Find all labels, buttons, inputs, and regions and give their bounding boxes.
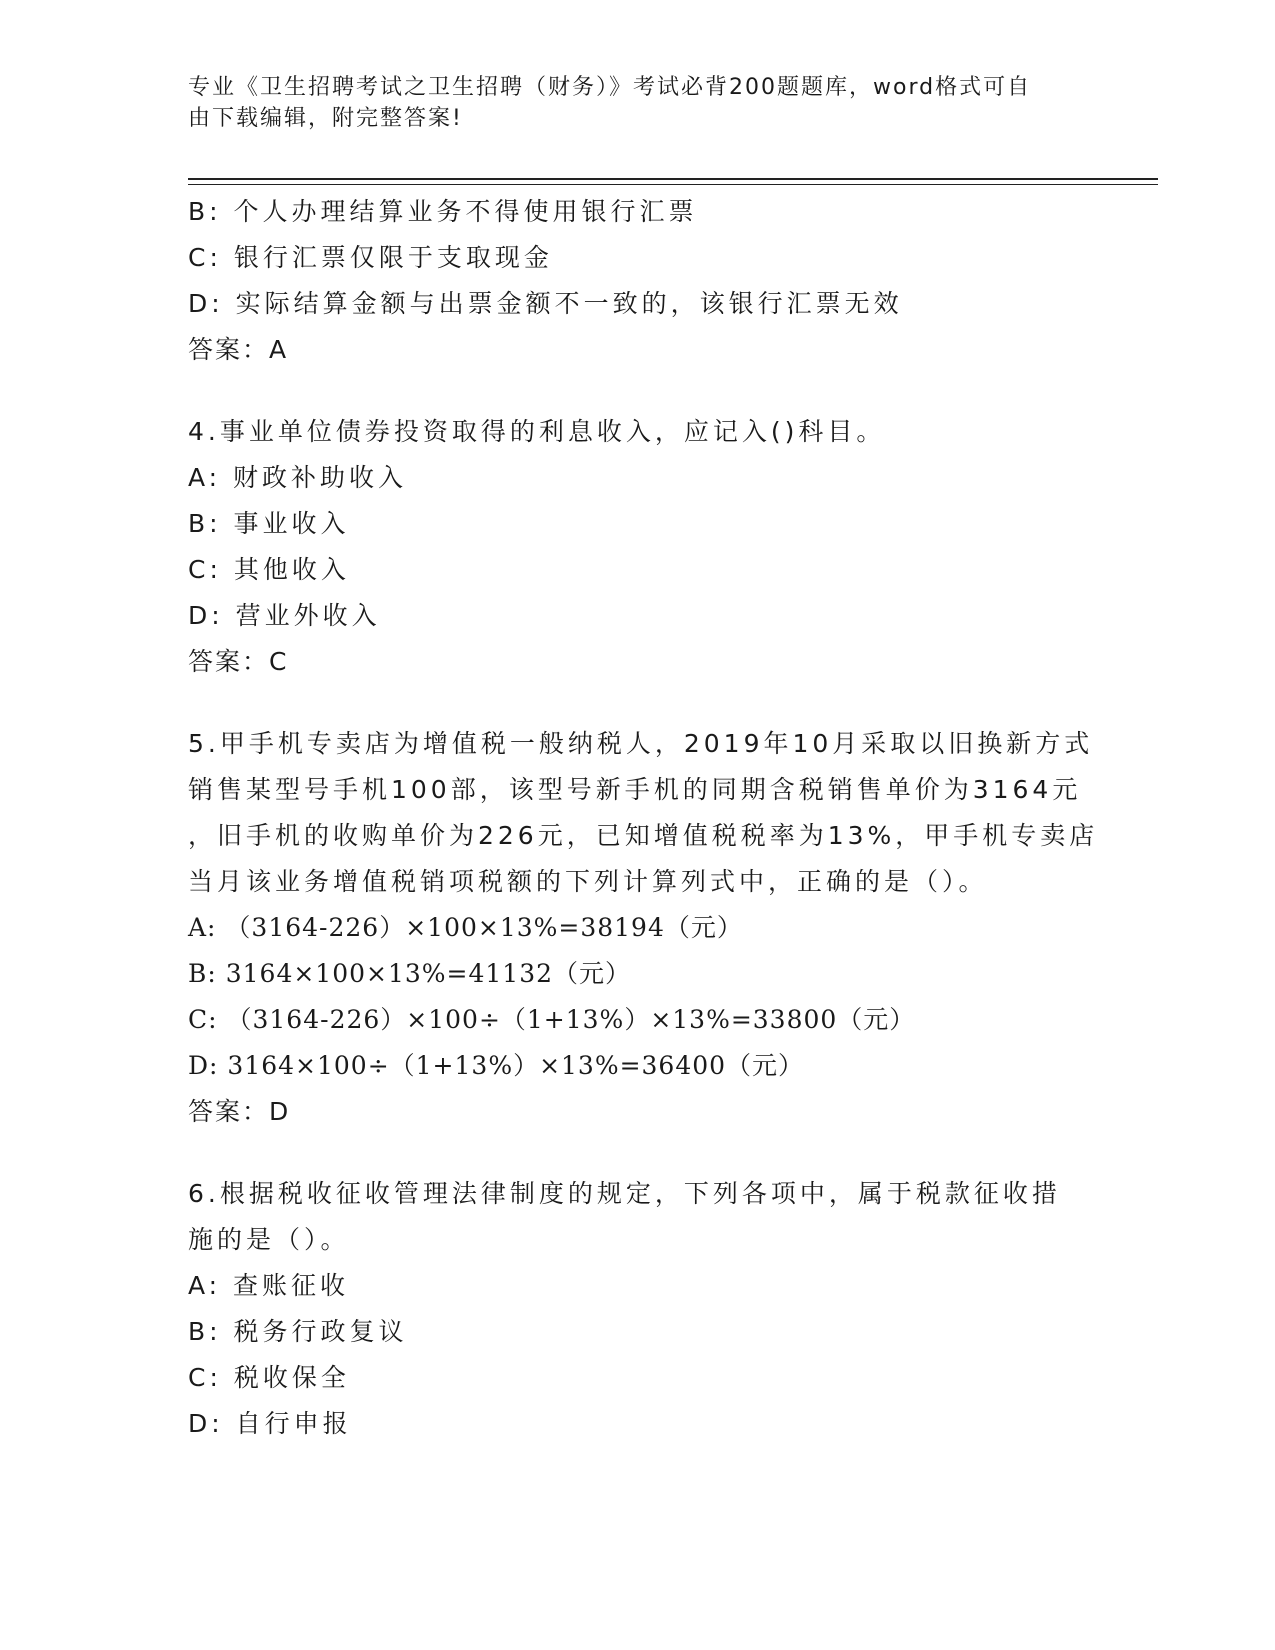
- option-a: A: （3164-226）×100×13%=38194（元）: [188, 913, 743, 942]
- answer-line: 答案：A: [188, 335, 289, 364]
- option-b: B: 税务行政复议: [188, 1317, 408, 1346]
- question-stem-line-1: 5.甲手机专卖店为增值税一般纳税人，2019年10月采取以旧换新方式: [188, 729, 1094, 758]
- question-stem-line-3: ，旧手机的收购单价为226元，已知增值税税率为13%，甲手机专卖店: [188, 821, 1099, 850]
- question-stem-line-4: 当月该业务增值税销项税额的下列计算列式中，正确的是（）。: [188, 867, 988, 896]
- option-d: D: 自行申报: [188, 1409, 352, 1438]
- option-a: A: 财政补助收入: [188, 463, 408, 492]
- option-b: B: 3164×100×13%=41132（元）: [188, 959, 632, 988]
- answer-line: 答案：C: [188, 647, 289, 676]
- question-6: [188, 1171, 1108, 1447]
- answer-line: 答案：D: [188, 1097, 291, 1126]
- question-stem-line-2: 施的是（）。: [188, 1225, 350, 1254]
- question-stem: 4.事业单位债券投资取得的利息收入，应记入()科目。: [188, 417, 886, 446]
- option-d: D: 实际结算金额与出票金额不一致的，该银行汇票无效: [188, 289, 903, 318]
- question-5: [188, 721, 1108, 1135]
- header-line-2: 由下载编辑，附完整答案!: [188, 106, 463, 131]
- question-4: [188, 409, 1108, 685]
- option-a: A: 查账征收: [188, 1271, 350, 1300]
- option-d: D: 3164×100÷（1+13%）×13%=36400（元）: [188, 1051, 805, 1080]
- option-c: C: 税收保全: [188, 1363, 350, 1392]
- document-header: [188, 72, 1088, 134]
- option-c: C: 银行汇票仅限于支取现金: [188, 243, 553, 272]
- header-line-1: 专业《卫生招聘考试之卫生招聘（财务）》考试必背200题题库，word格式可自: [188, 75, 1032, 100]
- option-b: B: 事业收入: [188, 509, 350, 538]
- option-c: C: （3164-226）×100÷（1+13%）×13%=33800（元）: [188, 1005, 916, 1034]
- question-stem-line-2: 销售某型号手机100部，该型号新手机的同期含税销售单价为3164元: [188, 775, 1082, 804]
- header-divider-thick: [188, 178, 1158, 180]
- question-stem-line-1: 6.根据税收征收管理法律制度的规定，下列各项中，属于税款征收措: [188, 1179, 1061, 1208]
- header-divider-thin: [188, 184, 1158, 185]
- option-d: D: 营业外收入: [188, 601, 381, 630]
- option-c: C: 其他收入: [188, 555, 350, 584]
- option-b: B: 个人办理结算业务不得使用银行汇票: [188, 197, 698, 226]
- question-list: [188, 189, 1108, 1447]
- question-3-continued: [188, 189, 1108, 373]
